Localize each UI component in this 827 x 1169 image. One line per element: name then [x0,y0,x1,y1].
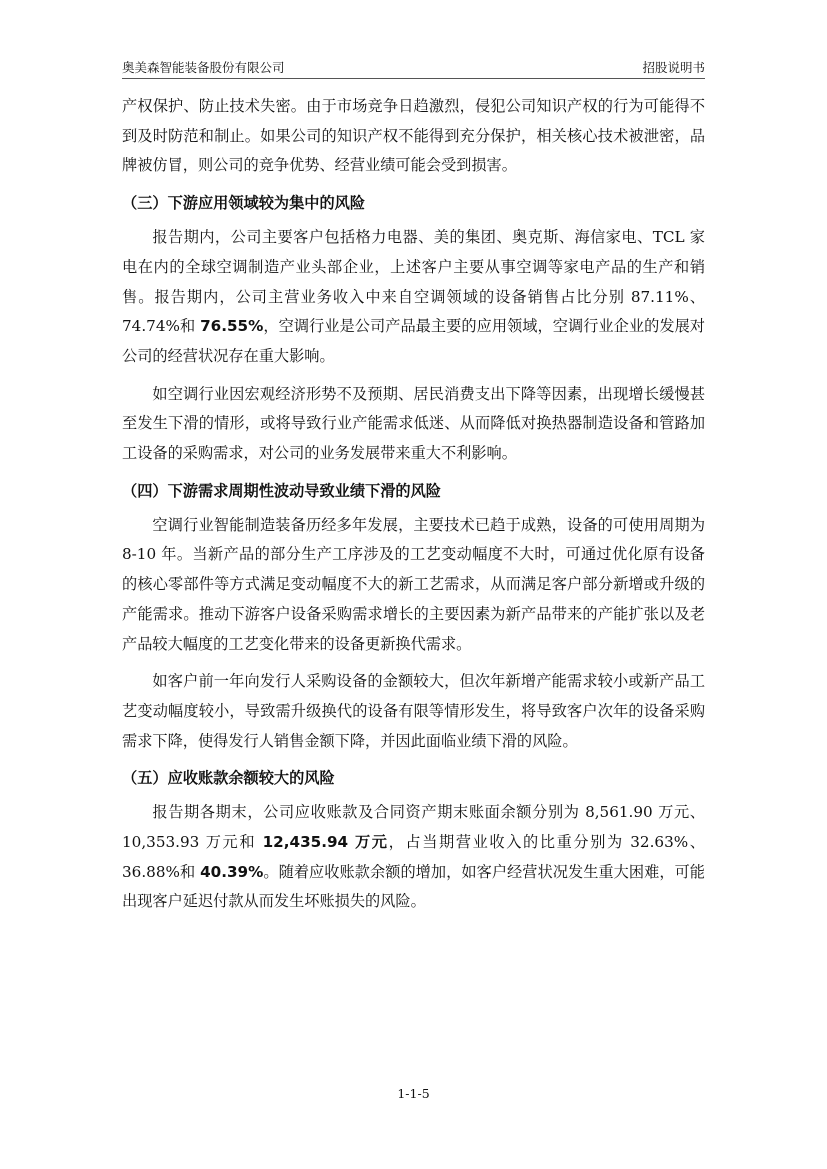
section-3-paragraph-1 [122,223,705,372]
header-document-type: 招股说明书 [642,60,705,75]
page-header [122,58,705,78]
header-company-name: 奥美森智能装备股份有限公司 [122,60,285,75]
section-5-paragraph-1 [122,798,705,917]
text-run: ，占当期营业收入的比重分别为 32.63%、36.88%和 [122,833,705,881]
section-heading-3: （三）下游应用领域较为集中的风险 [122,194,365,213]
text-run: 报告期各期末，公司应收账款及合同资产期末账面余额分别为 8,561.90 万元、10,353.93 万元和 [122,803,705,852]
bold-figure: 76.55% [200,317,264,336]
section-3-paragraph-2: 如空调行业因宏观经济形势不及预期、居民消费支出下降等因素，出现增长缓慢甚至发生下滑的情形，或将导致行业产能需求低迷、从而降低对换热器制造设备和管路加工设备的采购需求，对公司的业务发展带来重大不利影响。 [122,384,705,463]
text-run: 报告期内，公司主要客户包括格力电器、美的集团、奥克斯、海信家电、TCL 家电在内的全球空调制造产业头部企业，上述客户主要从事空调等家电产品的生产和销售。报告期内，公司主营业务收入中来自空调领域的设备销售占比分别 87.11%、74.74%和 [122,228,705,336]
paragraph-continued: 产权保护、防止技术失密。由于市场竞争日趋激烈，侵犯公司知识产权的行为可能得不到及时防范和制止。如果公司的知识产权不能得到充分保护，相关核心技术被泄密，品牌被仿冒，则公司的竞争优势、经营业绩可能会受到损害。 [122,97,705,175]
section-4-paragraph-1: 空调行业智能制造装备历经多年发展，主要技术已趋于成熟，设备的可使用周期为 8-10 年。当新产品的部分生产工序涉及的工艺变动幅度不大时，可通过优化原有设备的核心零部件等方式满足变动幅度不大的新工艺需求，从而满足客户部分新增或升级的产能需求。推动下游客户设备采购需求增长的主要因素为新产品带来的产能扩张以及老产品较大幅度的工艺变化带来的设备更新换代需求。 [122,515,705,653]
text-run: 。随着应收账款余额的增加，如客户经营状况发生重大困难，可能出现客户延迟付款从而发生坏账损失的风险。 [122,862,705,911]
page-number: 1-1-5 [397,1086,430,1101]
section-4-paragraph-2: 如客户前一年向发行人采购设备的金额较大，但次年新增产能需求较小或新产品工艺变动幅度较小，导致需升级换代的设备有限等情形发生，将导致客户次年的设备采购需求下降，使得发行人销售金额下降，并因此面临业绩下滑的风险。 [122,672,705,750]
section-heading-4: （四）下游需求周期性波动导致业绩下滑的风险 [122,481,441,500]
section-heading-5: （五）应收账款余额较大的风险 [122,769,335,788]
text-run: ，空调行业是公司产品最主要的应用领域，空调行业企业的发展对公司的经营状况存在重大影响。 [122,317,705,365]
bold-figure: 12,435.94 万元 [262,833,389,852]
header-divider [122,78,705,79]
bold-figure: 40.39% [200,862,264,881]
document-body [122,92,705,917]
